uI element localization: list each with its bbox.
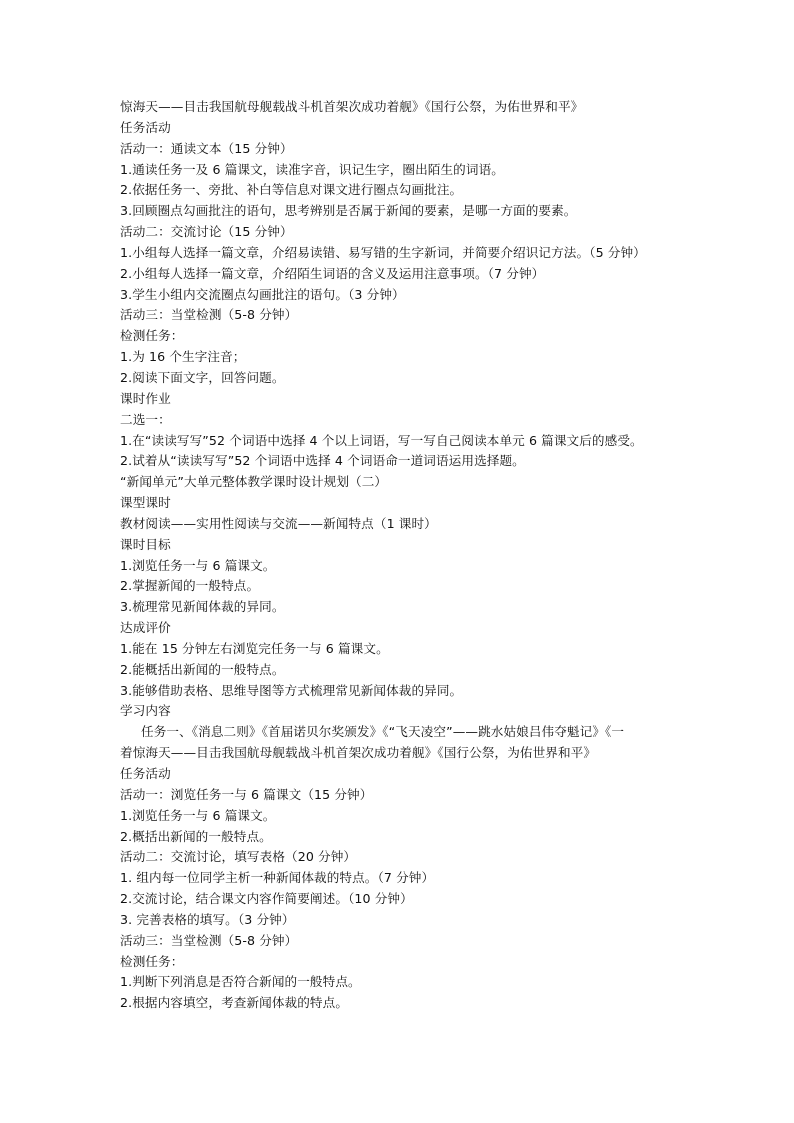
list-item: 2.阅读下面文字，回答问题。: [120, 369, 285, 385]
section-heading: 任务活动: [120, 119, 171, 135]
list-item: 2.试着从“读读写写”52 个词语中选择 4 个词语命一道词语运用选择题。: [120, 453, 525, 469]
list-item: 2.小组每人选择一篇文章，介绍陌生词语的含义及运用注意事项。（7 分钟）: [120, 265, 545, 281]
plan-title: “新闻单元”大单元整体教学课时设计规划（二）: [120, 474, 388, 490]
document-body: [120, 97, 720, 1014]
list-item: 2.依据任务一、旁批、补白等信息对课文进行圈点勾画批注。: [120, 182, 463, 198]
list-item: 2.交流讨论，结合课文内容作简要阐述。（10 分钟）: [120, 891, 413, 907]
sub-heading: 检测任务：: [120, 328, 184, 344]
sub-heading: 二选一：: [120, 411, 171, 427]
list-item: 2.根据内容填空，考查新闻体裁的特点。: [120, 995, 349, 1011]
list-item: 3. 完善表格的填写。（3 分钟）: [120, 911, 295, 927]
activity-heading: 活动三：当堂检测（5-8 分钟）: [120, 932, 298, 948]
section-heading: 任务活动: [120, 766, 171, 781]
list-item: 2.掌握新闻的一般特点。: [120, 578, 260, 594]
list-item: 1.能在 15 分钟左右浏览完任务一与 6 篇课文。: [120, 640, 389, 656]
text-line: 惊海天——目击我国航母舰载战斗机首架次成功着舰》《国行公祭，为佑世界和平》: [120, 99, 584, 114]
section-heading: 课型课时: [120, 495, 171, 511]
list-item: 1.在“读读写写”52 个词语中选择 4 个以上词语，写一写自己阅读本单元 6 篇课文后的感受。: [120, 432, 643, 448]
list-item: 3.能够借助表格、思维导图等方式梳理常见新闻体裁的异同。: [120, 682, 463, 698]
list-item: 3.回顾圈点勾画批注的语句，思考辨别是否属于新闻的要素，是哪一方面的要素。: [120, 203, 577, 219]
list-item: 1.浏览任务一与 6 篇课文。: [120, 807, 276, 823]
list-item: 1.为 16 个生字注音；: [120, 349, 246, 365]
list-item: 2.概括出新闻的一般特点。: [120, 828, 272, 844]
activity-heading: 活动二：交流讨论，填写表格（20 分钟）: [120, 849, 357, 865]
activity-heading: 活动二：交流讨论（15 分钟）: [120, 224, 293, 240]
activity-heading: 活动一：通读文本（15 分钟）: [120, 140, 293, 156]
text-line: 任务一、《消息二则》《首届诺贝尔奖颁发》《“飞天凌空”——跳水姑娘吕伟夺魁记》《一: [141, 724, 625, 740]
section-heading: 课时作业: [120, 390, 171, 406]
sub-heading: 检测任务：: [120, 953, 184, 969]
list-item: 3.学生小组内交流圈点勾画批注的语句。（3 分钟）: [120, 286, 405, 302]
list-item: 1.判断下列消息是否符合新闻的一般特点。: [120, 974, 361, 990]
list-item: 1.小组每人选择一篇文章，介绍易读错、易写错的生字新词，并简要介绍识记方法。（5 分钟）: [120, 244, 646, 260]
activity-heading: 活动三：当堂检测（5-8 分钟）: [120, 307, 298, 323]
section-heading: 课时目标: [120, 536, 171, 552]
section-heading: 达成评价: [120, 620, 171, 636]
list-item: 1. 组内每一位同学主析一种新闻体裁的特点。（7 分钟）: [120, 870, 435, 886]
list-item: 3.梳理常见新闻体裁的异同。: [120, 599, 285, 615]
text-line: 教材阅读——实用性阅读与交流——新闻特点（1 课时）: [120, 515, 437, 531]
text-line: 着惊海天——目击我国航母舰载战斗机首架次成功着舰》《国行公祭，为佑世界和平》: [120, 745, 597, 761]
list-item: 1.通读任务一及 6 篇课文，读准字音，识记生字，圈出陌生的词语。: [120, 161, 504, 177]
activity-heading: 活动一：浏览任务一与 6 篇课文（15 分钟）: [120, 786, 373, 802]
section-heading: 学习内容: [120, 703, 171, 719]
list-item: 2.能概括出新闻的一般特点。: [120, 661, 285, 677]
list-item: 1.浏览任务一与 6 篇课文。: [120, 557, 276, 573]
